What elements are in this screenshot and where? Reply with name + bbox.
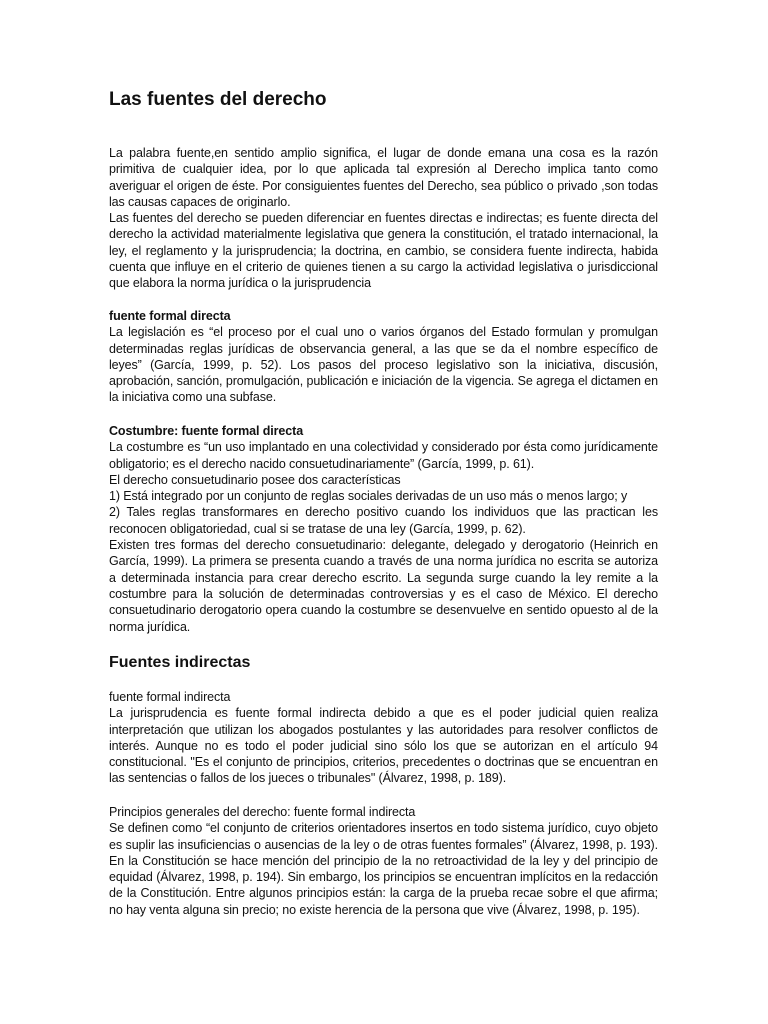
costumbre-paragraph-1: La costumbre es “un uso implantado en una colectividad y considerado por ésta como jurídicamente obligatorio; es el derecho nacido consuetudinariamente” (García, 1999, p. 61).: [109, 440, 658, 471]
intro-paragraph-1: La palabra fuente,en sentido amplio significa, el lugar de donde emana una cosa es la razón primitiva de cualquier idea, por lo que aplicada tal expresión al Derecho implica tanto como averiguar el origen de éste. Por consiguientes fuentes del Derecho, sea público o privado ,son todas las causas capaces de originarlo.: [109, 146, 658, 209]
legislacion-heading: fuente formal directa: [109, 309, 231, 323]
principios-paragraph: Se definen como “el conjunto de criterios orientadores insertos en todo sistema jurídico, cuyo objeto es suplir las insuficiencias o ausencias de la ley o de otras fuentes formales” (Álvarez, 1998, p. 193). En la Constitución se hace mención del principio de la no retroactividad de la ley y del principio de equidad (Álvarez, 1998, p. 194). Sin embargo, los principios se encuentran implícitos en la redacción de la Constitución. Entre algunos principios están: la carga de la prueba recae sobre el que afirma; no hay venta alguna sin precio; no existe herencia de la persona que vive (Álvarez, 1998, p. 195).: [109, 821, 658, 917]
costumbre-paragraph-2: El derecho consuetudinario posee dos características: [109, 472, 401, 487]
costumbre-section: [109, 423, 658, 635]
costumbre-paragraph-3: 1) Está integrado por un conjunto de reglas sociales derivadas de un uso más o menos largo; y: [109, 489, 628, 504]
legislacion-paragraph: La legislación es “el proceso por el cual uno o varios órganos del Estado formulan y promulgan determinadas reglas jurídicas de observancia general, a las que se da el nombre específico de leyes” (García, 1999, p. 52). Los pasos del proceso legislativo son la iniciativa, discusión, aprobación, sanción, promulgación, publicación e iniciación de la vigencia. Se agrega el dictamen en la iniciativa como una subfase.: [109, 325, 658, 405]
document-page: [109, 0, 658, 1024]
principios-section: [109, 804, 658, 918]
intro-paragraph-2: Las fuentes del derecho se pueden diferenciar en fuentes directas e indirectas; es fuente directa del derecho la actividad materialmente legislativa que genera la constitución, el tratado internacional, la ley, el reglamento y la jurisprudencia; la doctrina, en cambio, se considera fuente indirecta, habida cuenta que influye en el criterio de quienes tienen a su cargo la actividad legislativa o jurisdiccional que elabora la norma jurídica o la jurisprudencia: [109, 211, 658, 291]
costumbre-paragraph-5: Existen tres formas del derecho consuetudinario: delegante, delegado y derogatorio (Heinrich en García, 1999). La primera se presenta cuando a través de una norma jurídica no escrita se autoriza a determinada instancia para crear derecho escrito. La segunda surge cuando la ley remite a la costumbre para la solución de determinadas controversias y es el caso de México. El derecho consuetudinario derogatorio opera cuando la costumbre se desenvuelve en sentido opuesto al de la norma jurídica.: [109, 538, 658, 634]
costumbre-paragraph-4: 2) Tales reglas transformares en derecho positivo cuando los individuos que las practican les reconocen obligatoriedad, cual si se tratase de una ley (García, 1999, p. 62).: [109, 505, 658, 536]
principios-heading: Principios generales del derecho: fuente formal indirecta: [109, 805, 416, 819]
section-heading-indirectas: Fuentes indirectas: [109, 654, 251, 671]
page-title: Las fuentes del derecho: [109, 89, 327, 110]
jurisprudencia-section: [109, 689, 658, 787]
jurisprudencia-heading: fuente formal indirecta: [109, 690, 231, 704]
legislacion-section: [109, 308, 658, 406]
jurisprudencia-paragraph: La jurisprudencia es fuente formal indirecta debido a que es el poder judicial quien realiza interpretación que utilizan los abogados postulantes y las autoridades para resolver conflictos de interés. Aunque no es todo el poder judicial sino sólo los que se autorizan en el artículo 94 constitucional. "Es el conjunto de principios, criterios, precedentes o doctrinas que se encuentran en las sentencias o fallos de los jueces o tribunales" (Álvarez, 1998, p. 189).: [109, 706, 658, 786]
costumbre-heading: Costumbre: fuente formal directa: [109, 424, 304, 438]
intro-section: [109, 145, 658, 292]
